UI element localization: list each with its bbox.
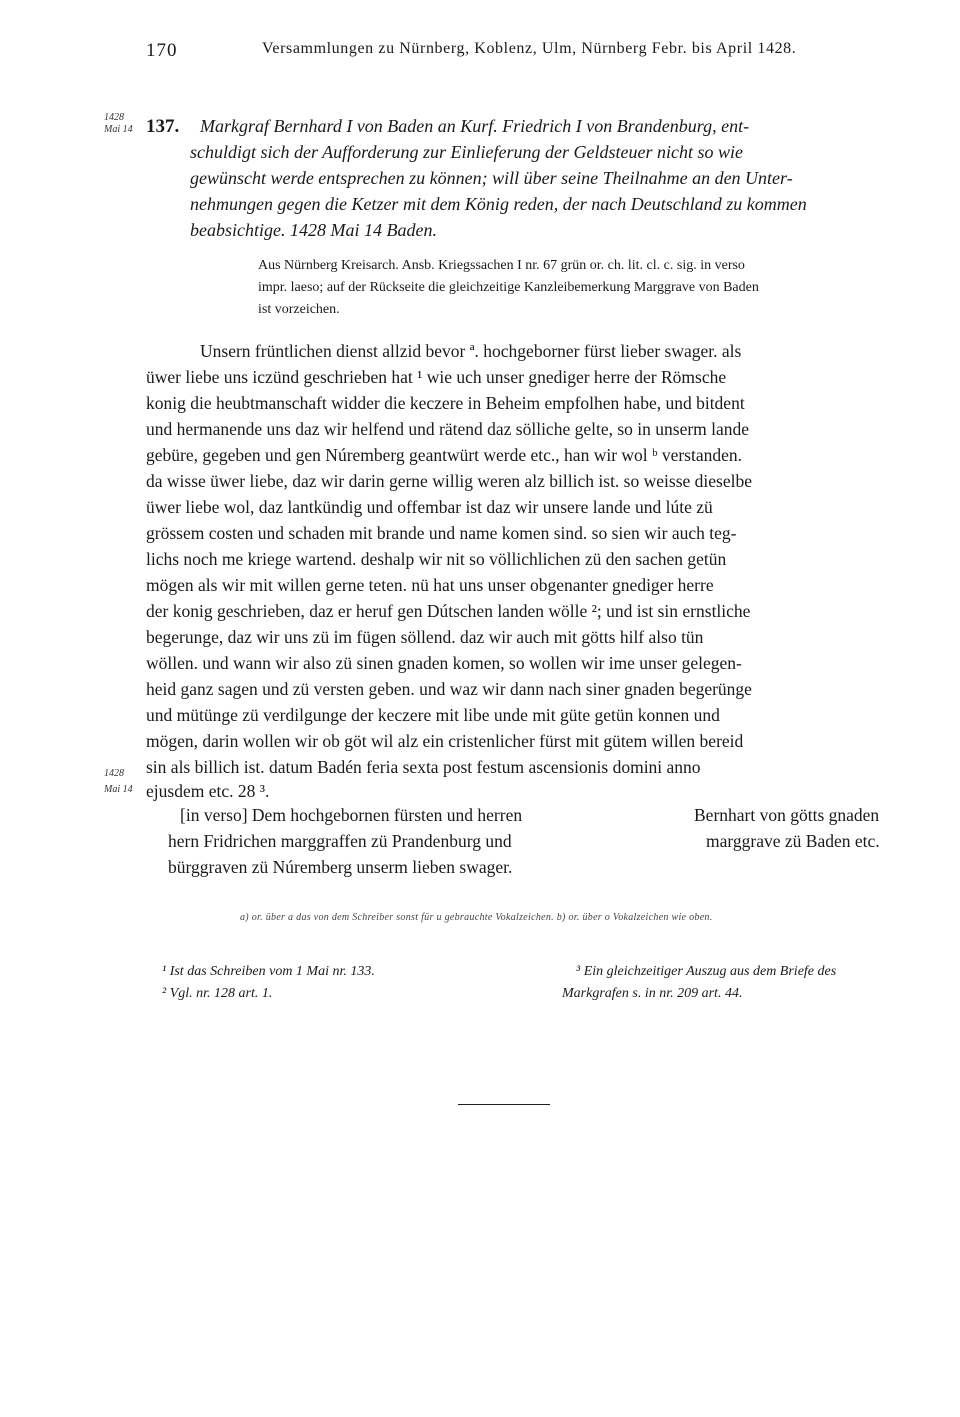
page-number: 170	[146, 40, 178, 61]
page-end-rule	[458, 1104, 550, 1105]
address-line: [in verso] Dem hochgebornen fürsten und herren	[180, 805, 523, 825]
margin-year-bottom: 1428	[104, 768, 124, 779]
body-line: da wisse üwer liebe, daz wir darin gerne willig weren alz billich ist. so weisse dieselbe	[146, 471, 752, 491]
regest-line: nehmungen gegen die Ketzer mit dem König reden, der nach Deutschland zu kommen	[190, 194, 807, 214]
body-line: mögen, darin wollen wir ob göt wil alz ein cristenlicher fürst mit gütem willen bereid	[146, 731, 744, 751]
body-line: heid ganz sagen und zü versten geben. und waz wir dann nach siner gnaden begerünge	[146, 679, 752, 699]
regest-line: Markgraf Bernhard I von Baden an Kurf. Friedrich I von Brandenburg, ent-	[200, 116, 750, 136]
variant-note: a) or. über a das von dem Schreiber sonst für u gebrauchte Vokalzeichen. b) or. über o Vokalzeichen wie oben.	[240, 912, 713, 923]
source-line: Aus Nürnberg Kreisarch. Ansb. Kriegssachen I nr. 67 grün or. ch. lit. cl. c. sig. in verso	[258, 258, 745, 273]
footnote-2: ² Vgl. nr. 128 art. 1.	[162, 986, 273, 1001]
body-line: und mütünge zü verdilgunge der keczere mit libe unde mit güte getün konnen und	[146, 705, 720, 725]
body-line: üwer liebe wol, daz lantkündig und offembar ist daz wir unsere lande und lúte zü	[146, 497, 713, 517]
body-line: wöllen. und wann wir also zü sinen gnaden komen, so wollen wir ime unser gelegen-	[146, 653, 742, 673]
body-line: lichs noch me kriege wartend. deshalp wir nit so völlichlichen zü den sachen getün	[146, 549, 727, 569]
source-line: ist vorzeichen.	[258, 302, 340, 317]
body-line: mögen als wir mit willen gerne teten. nü hat uns unser obgenanter gnediger herre	[146, 575, 714, 595]
regest-line: schuldigt sich der Aufforderung zur Einlieferung der Geldsteuer nicht so wie	[190, 142, 743, 162]
footnote-1: ¹ Ist das Schreiben vom 1 Mai nr. 133.	[162, 964, 375, 979]
body-line: üwer liebe uns iczünd geschrieben hat ¹ wie uch unser gnediger herre der Römsche	[146, 367, 727, 387]
running-title: Versammlungen zu Nürnberg, Koblenz, Ulm, Nürnberg Febr. bis April 1428.	[262, 40, 797, 57]
body-line: sin als billich ist. datum Badén feria sexta post festum ascensionis domini anno	[146, 757, 701, 777]
address-line: hern Fridrichen marggraffen zü Prandenburg und	[168, 831, 512, 851]
document-number: 137.	[146, 116, 180, 137]
body-line: und hermanende uns daz wir helfend und rätend daz sölliche gelte, so in unserm lande	[146, 419, 750, 439]
footnote-3: ³ Ein gleichzeitiger Auszug aus dem Briefe des	[576, 964, 837, 979]
body-line: ejusdem etc. 28 ³.	[146, 781, 270, 801]
margin-date-top: Mai 14	[104, 124, 133, 135]
margin-year-top: 1428	[104, 112, 124, 123]
body-line: der konig geschrieben, daz er heruf gen Dútschen landen wölle ²; und ist sin ernstliche	[146, 601, 751, 621]
signature-line: marggrave zü Baden etc.	[706, 831, 880, 851]
footnote-3-cont: Markgrafen s. in nr. 209 art. 44.	[562, 986, 743, 1001]
regest-line: gewünscht werde entsprechen zu können; will über seine Theilnahme an den Unter-	[190, 168, 793, 188]
signature-line: Bernhart von götts gnaden	[694, 805, 880, 825]
regest-line: beabsichtige. 1428 Mai 14 Baden.	[190, 220, 437, 240]
source-line: impr. laeso; auf der Rückseite die gleichzeitige Kanzleibemerkung Marggrave von Baden	[258, 280, 759, 295]
body-line: begerunge, daz wir uns zü im fügen söllend. daz wir auch mit götts hilf also tün	[146, 627, 704, 647]
body-line: grössem costen und schaden mit brande und name komen sind. so sien wir auch teg-	[146, 523, 737, 543]
body-line: Unsern früntlichen dienst allzid bevor ª. hochgeborner fürst lieber swager. als	[200, 341, 742, 361]
address-line: bürggraven zü Núremberg unserm lieben swager.	[168, 857, 513, 877]
body-line: gebüre, gegeben und gen Núremberg geantwürt werde etc., han wir wol ᵇ verstanden.	[146, 445, 742, 465]
margin-date-bottom: Mai 14	[104, 784, 133, 795]
body-line: konig die heubtmanschaft widder die keczere in Beheim empfolhen habe, und bitdent	[146, 393, 745, 413]
